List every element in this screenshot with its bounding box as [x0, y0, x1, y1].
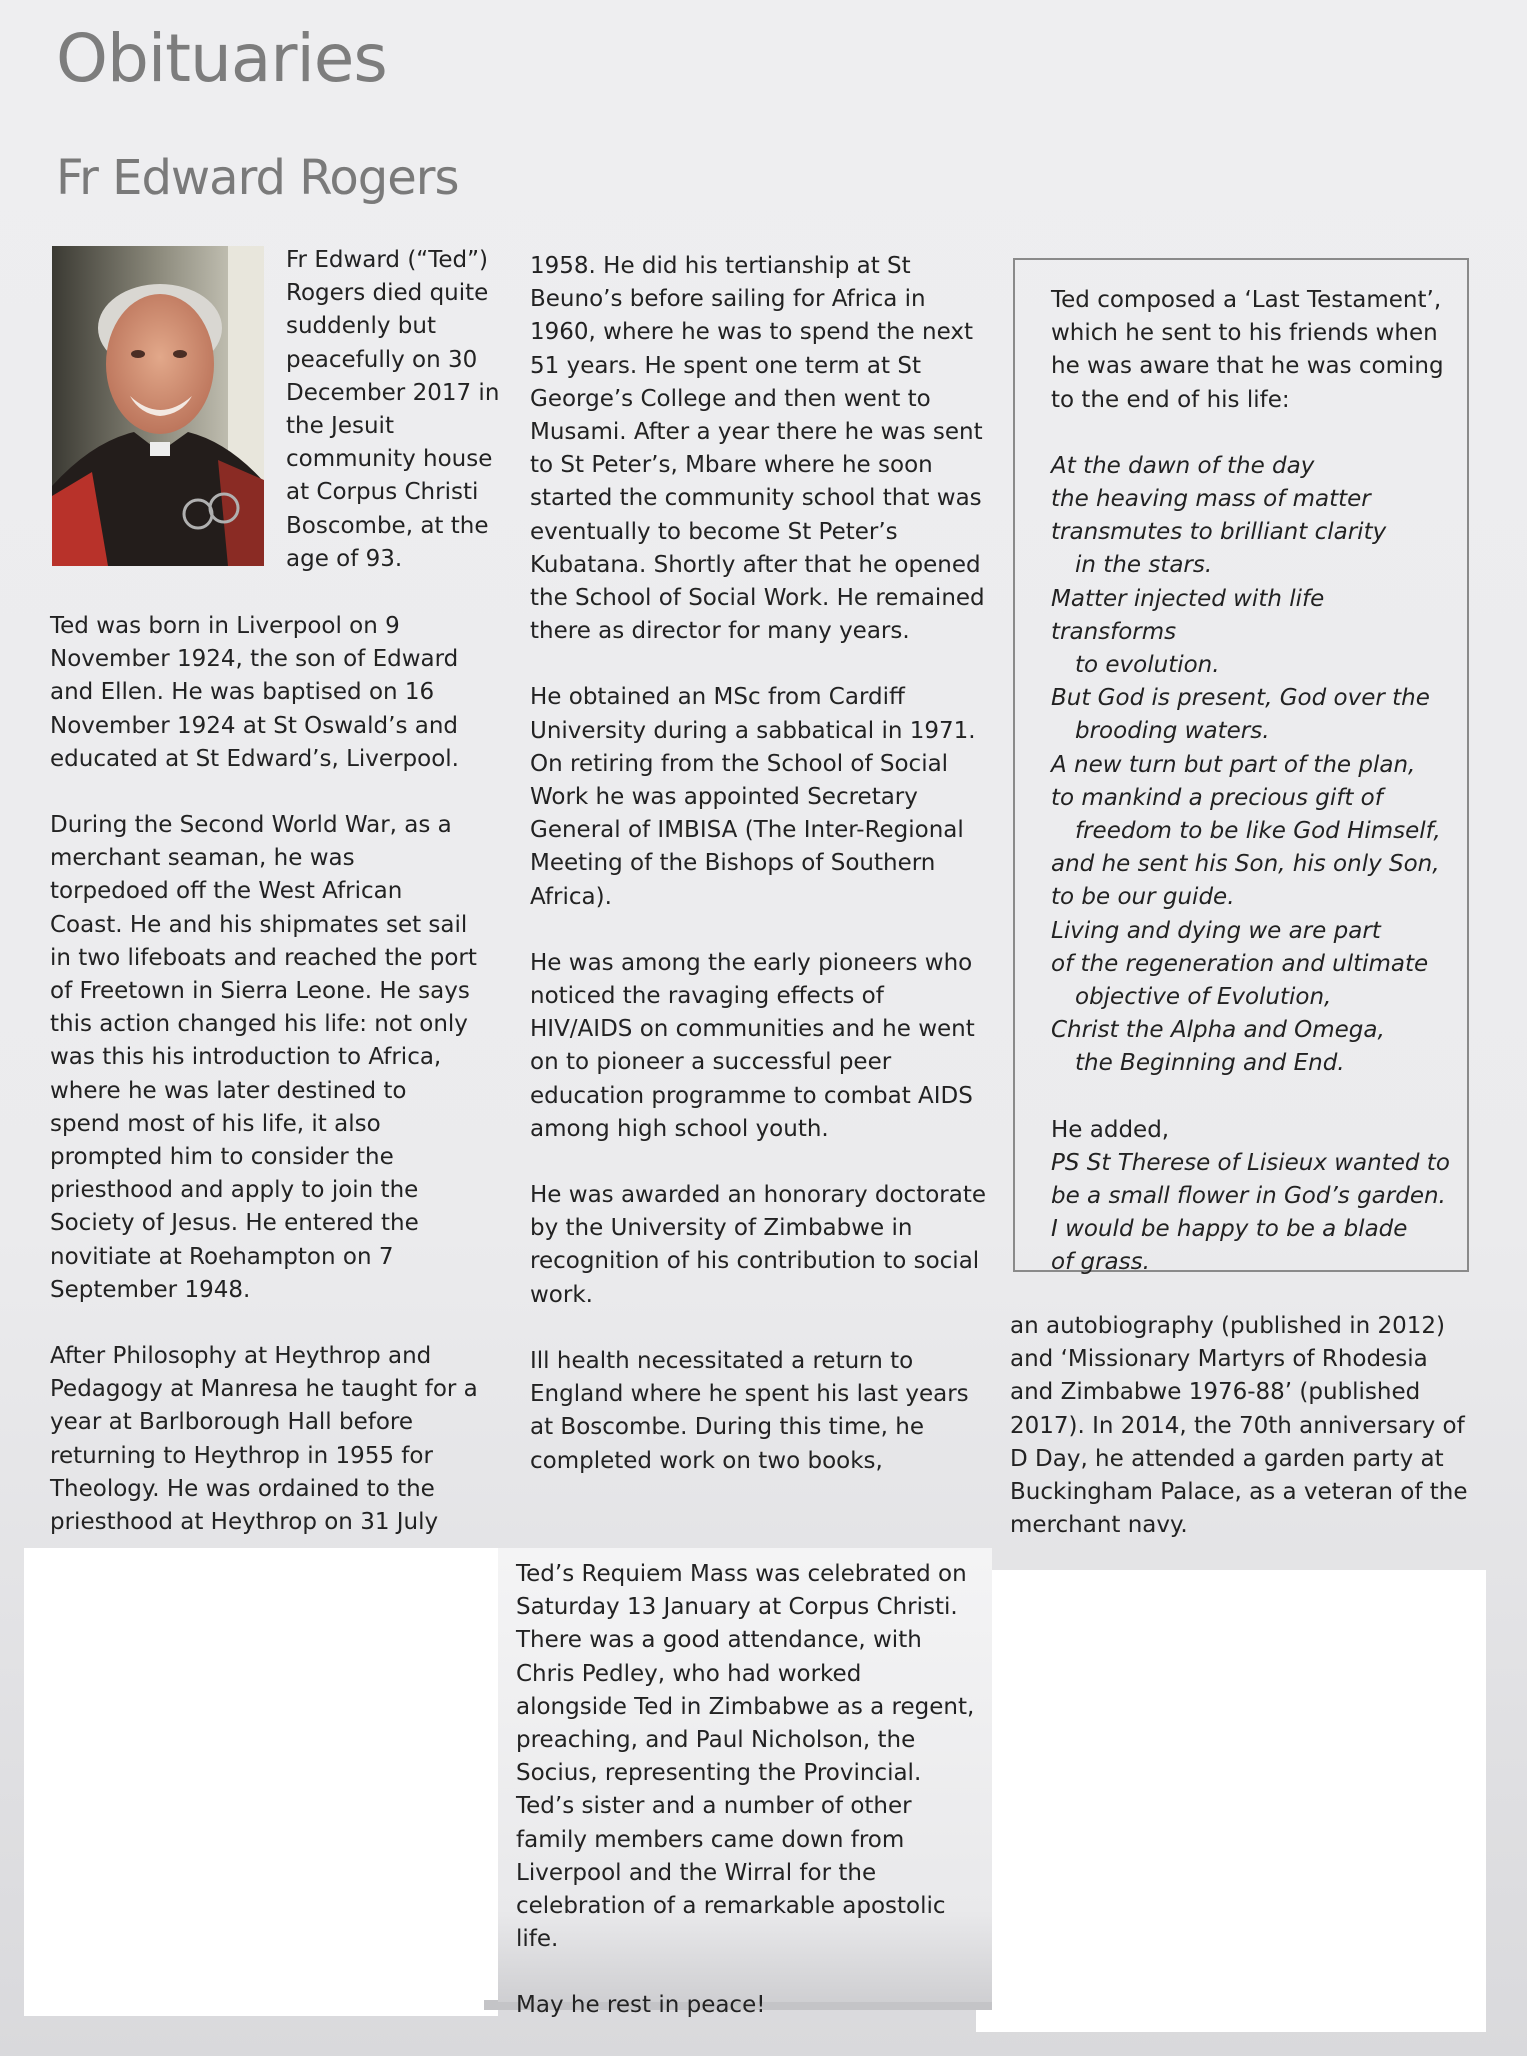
- poem-line: and he sent his Son, his only Son,: [1051, 851, 1440, 878]
- poem-line: to mankind a precious gift of: [1051, 784, 1383, 811]
- paragraph-africa: 1958. He did his tertianship at St Beuno’s before sailing for Africa in 1960, where he was to spend the next 51 years. He spent one term at St George’s College and then went to Musami. After a year there he was sent to St Peter’s, Mbare where he soon started the community school that was eventually to become St Peter’s Kubatana. Shortly after that he opened the School of Social Work. He remained there as director for many years.: [530, 253, 985, 645]
- postscript-line: PS St Therese of Lisieux wanted to: [1051, 1149, 1450, 1176]
- postscript-intro: He added,: [1051, 1116, 1170, 1143]
- paragraph-rest-in-peace: May he rest in peace!: [516, 1992, 766, 2019]
- paragraph-birth: Ted was born in Liverpool on 9 November 1924, the son of Edward and Ellen. He was baptised on 16 November 1924 at St Oswald’s and educated at St Edward’s, Liverpool.: [50, 613, 459, 772]
- poem-line: to evolution.: [1075, 652, 1220, 679]
- poem-line: the heaving mass of matter: [1051, 486, 1371, 513]
- poem-line: Living and dying we are part: [1051, 917, 1381, 944]
- paragraph-return: Ill health necessitated a return to England where he spent his last years at Boscombe. During this time, he completed work on two books,: [530, 1347, 969, 1474]
- portrait-photo: [52, 246, 264, 566]
- poem-line: to be our guide.: [1051, 884, 1235, 911]
- postscript-line: I would be happy to be a blade: [1051, 1216, 1408, 1243]
- testament-poem: [1051, 450, 1451, 1081]
- page-heading: Obituaries: [56, 20, 387, 97]
- requiem-section: [516, 1558, 976, 2023]
- paragraph-doctorate: He was awarded an honorary doctorate by the University of Zimbabwe in recognition of his contribution to social work.: [530, 1182, 987, 1308]
- blank-area-left: [24, 1548, 498, 2016]
- column-2: [530, 250, 990, 1478]
- testament-lead: Ted composed a ‘Last Testament’, which he sent to his friends when he was aware that he was coming to the end of his life:: [1051, 287, 1444, 413]
- poem-line: the Beginning and End.: [1075, 1050, 1345, 1077]
- poem-line: A new turn but part of the plan,: [1051, 751, 1416, 778]
- last-testament-box: [1013, 258, 1469, 1276]
- poem-line: freedom to be like God Himself,: [1075, 818, 1441, 845]
- postscript-line: of grass.: [1051, 1249, 1150, 1276]
- poem-line: objective of Evolution,: [1075, 984, 1332, 1011]
- poem-line: of the regeneration and ultimate: [1051, 950, 1429, 977]
- paragraph-msc: He obtained an MSc from Cardiff University during a sabbatical in 1971. On retiring from the School of Social Work he was appointed Secretary General of IMBISA (The Inter-Regional Meeting of the Bishops of Southern Africa).: [530, 684, 976, 910]
- obituary-name: Fr Edward Rogers: [56, 150, 459, 206]
- poem-line: transmutes to brilliant clarity: [1051, 519, 1387, 546]
- blank-area-right: [976, 1570, 1486, 2032]
- poem-line: brooding waters.: [1075, 718, 1270, 745]
- poem-line: But God is present, God over the: [1051, 685, 1430, 712]
- testament-postscript: [1051, 1114, 1451, 1280]
- poem-line: in the stars.: [1075, 552, 1213, 579]
- poem-line: Matter injected with life transforms: [1051, 585, 1325, 645]
- paragraph-requiem: Ted’s Requiem Mass was celebrated on Saturday 13 January at Corpus Christi. There was a good attendance, with Chris Pedley, who had worked alongside Ted in Zimbabwe as a regent, preaching, and Paul Nicholson, the Socius, representing the Provincial. Ted’s sister and a number of other family members came down from Liverpool and the Wirral for the celebration of a remarkable apostolic life.: [516, 1561, 975, 1953]
- paragraph-aids: He was among the early pioneers who noticed the ravaging effects of HIV/AIDS on communities and he went on to pioneer a successful peer education programme to combat AIDS among high school youth.: [530, 949, 975, 1142]
- poem-line: At the dawn of the day: [1051, 452, 1315, 479]
- column-3-continuation: an autobiography (published in 2012) and ‘Missionary Martyrs of Rhodesia and Zimbabwe 1976-88’ (published 2017). In 2014, the 70th anniversary of D Day, he attended a garden party at Buckingham Palace, as a veteran of the merchant navy.: [1010, 1313, 1468, 1539]
- postscript-line: be a small flower in God’s garden.: [1051, 1183, 1446, 1210]
- column-1: [50, 610, 480, 1539]
- portrait-illustration: [52, 246, 264, 566]
- last-testament-content: [1051, 284, 1451, 1280]
- paragraph-formation: After Philosophy at Heythrop and Pedagogy at Manresa he taught for a year at Barlborough Hall before returning to Heythrop in 1955 for Theology. He was ordained to the priesthood at Heythrop on 31 July: [50, 1343, 478, 1536]
- paragraph-war: During the Second World War, as a merchant seaman, he was torpedoed off the West African Coast. He and his shipmates set sail in two lifeboats and reached the port of Freetown in Sierra Leone. He says this action changed his life: not only was this his introduction to Africa, where he was later destined to spend most of his life, it also prompted him to consider the priesthood and apply to join the Society of Jesus. He entered the novitiate at Roehampton on 7 September 1948.: [50, 812, 477, 1303]
- intro-paragraph: Fr Edward (“Ted”) Rogers died quite suddenly but peacefully on 30 December 2017 in the Jesuit community house at Corpus Christi Boscombe, at the age of 93.: [286, 247, 500, 572]
- poem-line: Christ the Alpha and Omega,: [1051, 1017, 1385, 1044]
